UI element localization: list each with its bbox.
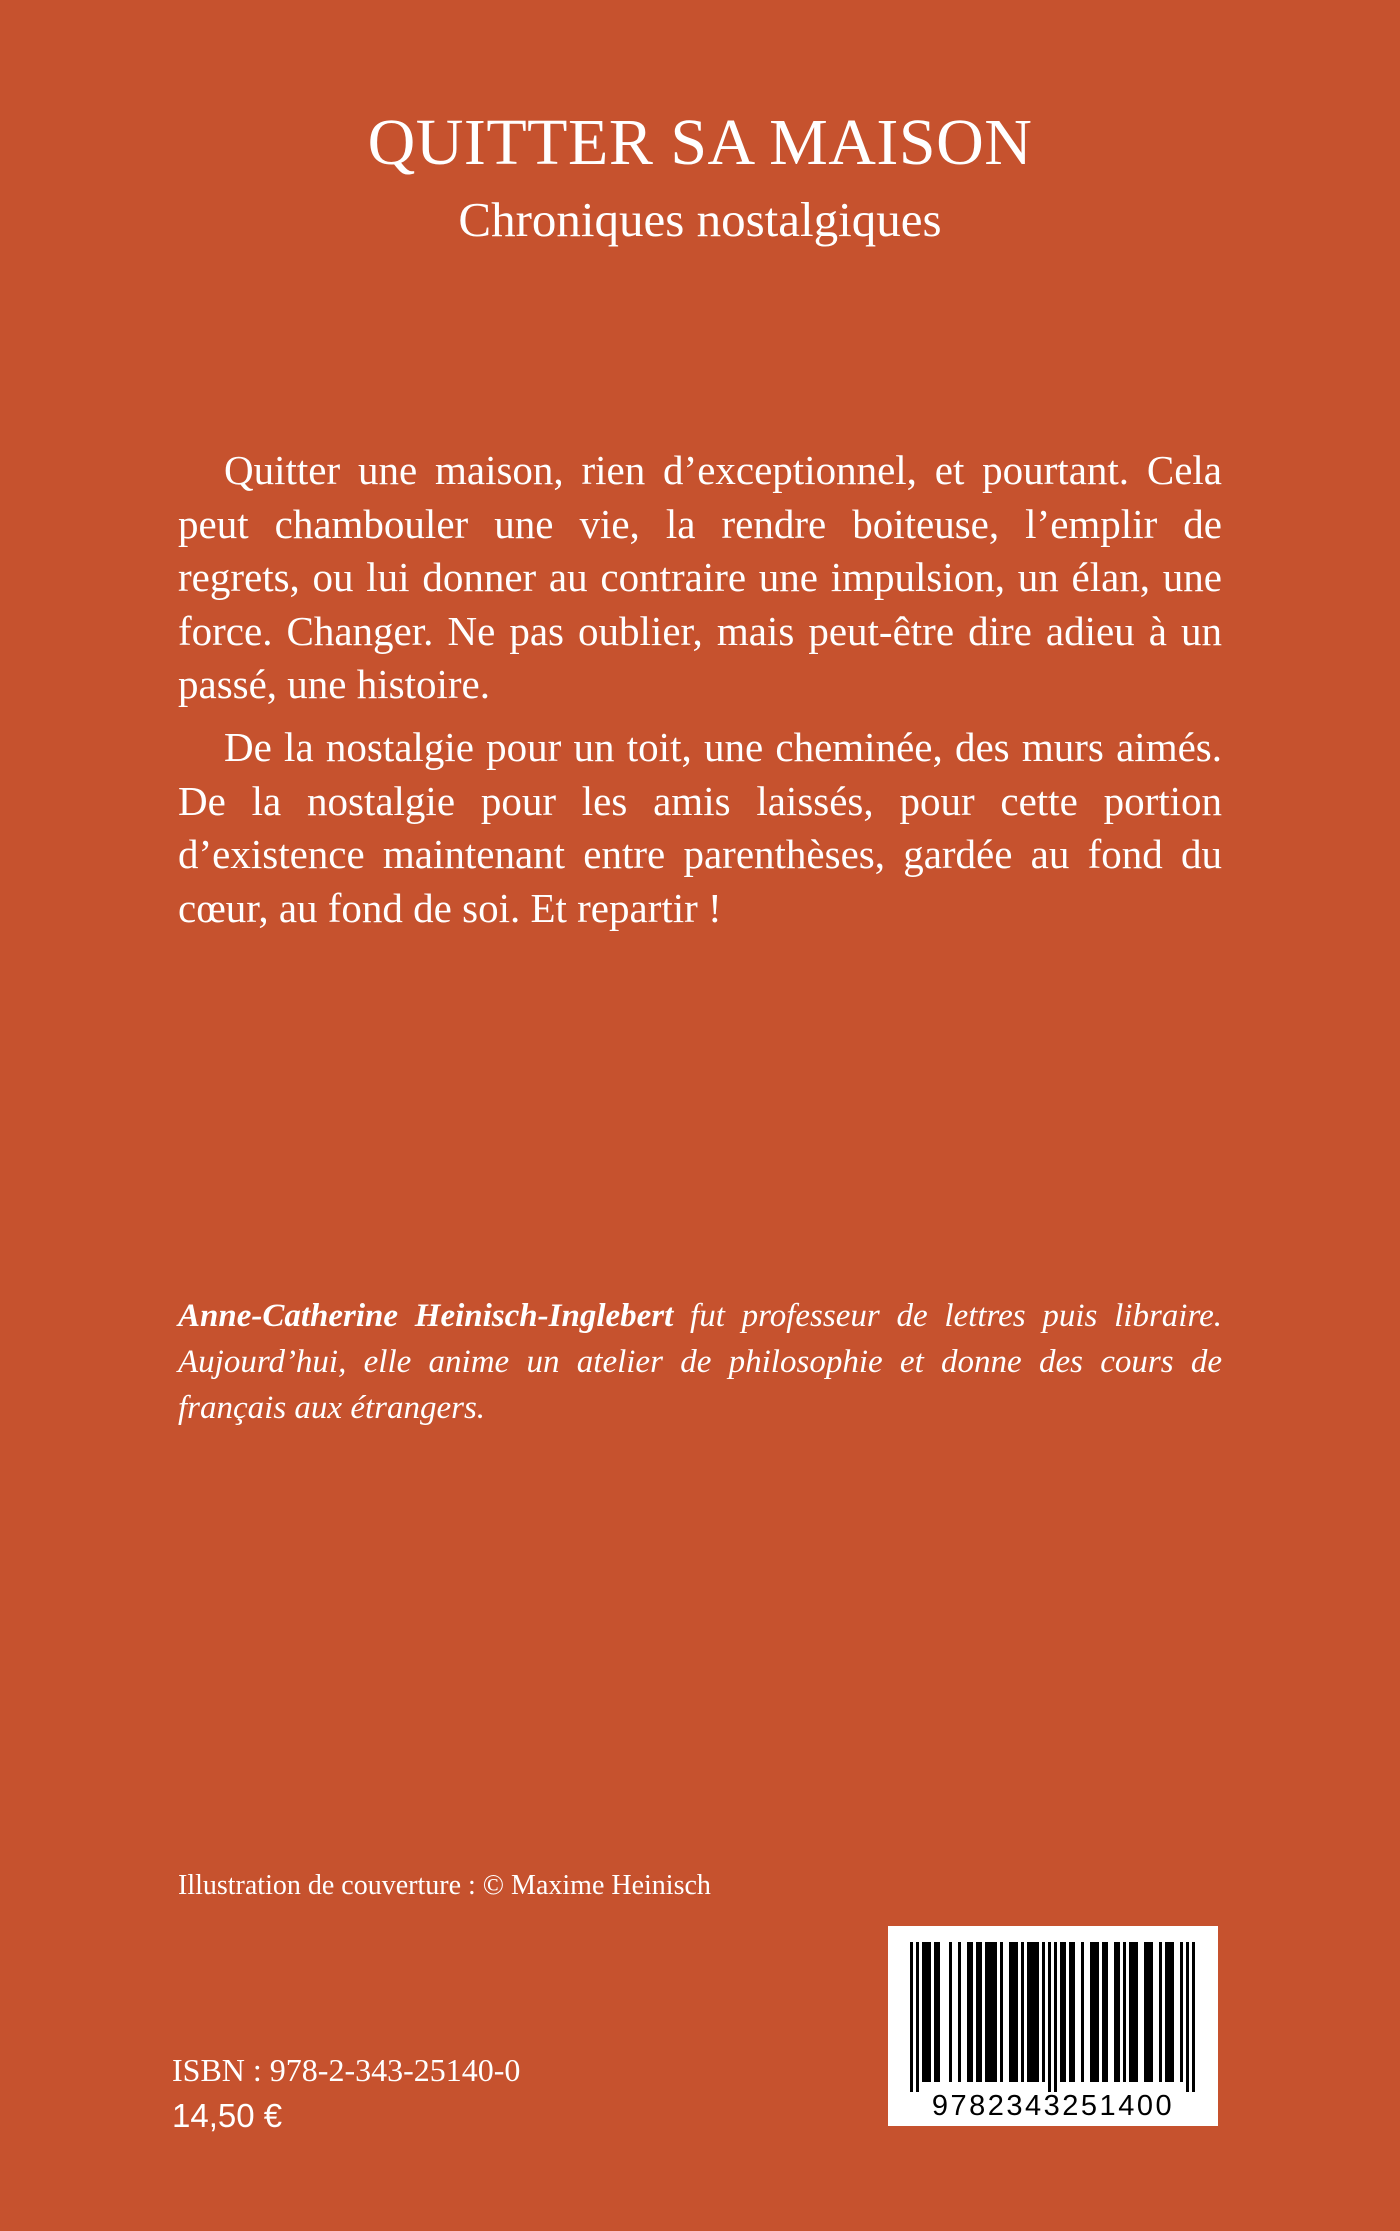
barcode-bar: [1012, 1942, 1015, 2082]
price: 14,50 €: [172, 2097, 283, 2134]
barcode-bar: [1171, 1942, 1174, 2082]
barcode-bar: [988, 1942, 991, 2082]
barcode-bar: [1030, 1942, 1033, 2082]
blurb-paragraph-1-text: Quitter une maison, rien d’exceptionnel, et pourtant. Cela peut chambouler une vie, la rendre boiteuse, l’emplir de regrets, ou lui donner au contraire une impulsion, un élan, une force. Changer. Ne pas oublier, mais peut-être dire adieu à un passé, une histoire.: [178, 447, 1222, 707]
author-bio: [178, 1293, 1222, 1431]
barcode-bar: [1015, 1942, 1018, 2082]
barcode-bar: [976, 1942, 979, 2082]
barcode-bar: [928, 1942, 931, 2082]
isbn: ISBN : 978-2-343-25140-0: [172, 2052, 521, 2088]
barcode-bar: [1159, 1942, 1162, 2082]
barcode-bar: [994, 1942, 997, 2082]
barcode-bar: [1114, 1942, 1117, 2082]
barcode-bar: [934, 1942, 937, 2082]
barcode-bar: [1042, 1942, 1045, 2082]
barcode-bar: [1150, 1942, 1153, 2082]
barcode-bar: [1102, 1942, 1105, 2082]
barcode-bar: [967, 1942, 970, 2082]
barcode-bar: [1165, 1942, 1168, 2082]
barcode-bar: [925, 1942, 928, 2082]
blurb-paragraph-2: [178, 721, 1222, 935]
barcode-bar: [1036, 1942, 1039, 2082]
blurb-paragraph-2-text: De la nostalgie pour un toit, une cheminée, des murs aimés. De la nostalgie pour les amis laissés, pour cette portion d’existence maintenant entre parenthèses, gardée au fond du cœur, au fond de soi. Et repartir !: [178, 724, 1222, 931]
barcode-bar: [1000, 1942, 1003, 2082]
barcode: [888, 1926, 1218, 2126]
barcode-bar: [1054, 1942, 1057, 2092]
barcode-bar: [1093, 1942, 1096, 2082]
barcode-bar: [1132, 1942, 1135, 2082]
barcode-bar: [970, 1942, 973, 2082]
barcode-bar: [1105, 1942, 1108, 2082]
barcode-bar: [985, 1942, 988, 2082]
barcode-bar: [1027, 1942, 1030, 2082]
barcode-bar: [1060, 1942, 1063, 2082]
barcode-bar: [991, 1942, 994, 2082]
barcode-graphic: [888, 1926, 1218, 2126]
book-title: QUITTER SA MAISON: [367, 106, 1033, 179]
barcode-bar: [1009, 1942, 1012, 2082]
barcode-bar: [910, 1942, 913, 2092]
book-subtitle: Chroniques nostalgiques: [458, 192, 942, 247]
barcode-bar: [1090, 1942, 1093, 2082]
barcode-bar: [1117, 1942, 1120, 2082]
author-name: Anne-Catherine Heinisch-Inglebert: [178, 1298, 674, 1334]
barcode-bar: [1129, 1942, 1132, 2082]
barcode-bars: [910, 1942, 1195, 2092]
barcode-bar: [1021, 1942, 1024, 2082]
barcode-bar: [1144, 1942, 1147, 2082]
barcode-bar: [1186, 1942, 1189, 2092]
illustration-credit: Illustration de couverture : © Maxime Heinisch: [178, 1870, 711, 1901]
barcode-bar: [937, 1942, 940, 2082]
barcode-bar: [1096, 1942, 1099, 2082]
barcode-bar: [1081, 1942, 1084, 2082]
barcode-bar: [1048, 1942, 1051, 2092]
barcode-bar: [1123, 1942, 1126, 2082]
barcode-bar: [1063, 1942, 1066, 2082]
barcode-bar: [1135, 1942, 1138, 2082]
barcode-bar: [1033, 1942, 1036, 2082]
barcode-bar: [1180, 1942, 1183, 2082]
barcode-bar: [922, 1942, 925, 2082]
author-bio-text: fut professeur de lettres puis libraire. Aujourd’hui, elle anime un atelier de philosophie et donne des cours de français aux étrangers.: [178, 1298, 1222, 1426]
barcode-bar: [916, 1942, 919, 2092]
barcode-bar: [979, 1942, 982, 2082]
barcode-bar: [1168, 1942, 1171, 2082]
barcode-bar: [1192, 1942, 1195, 2092]
barcode-bar: [1072, 1942, 1075, 2082]
blurb-paragraph-1: [178, 444, 1222, 712]
barcode-digits: 9782343251400: [931, 2090, 1175, 2122]
barcode-bar: [949, 1942, 952, 2082]
barcode-bar: [958, 1942, 961, 2082]
barcode-bar: [1069, 1942, 1072, 2082]
barcode-bar: [1147, 1942, 1150, 2082]
